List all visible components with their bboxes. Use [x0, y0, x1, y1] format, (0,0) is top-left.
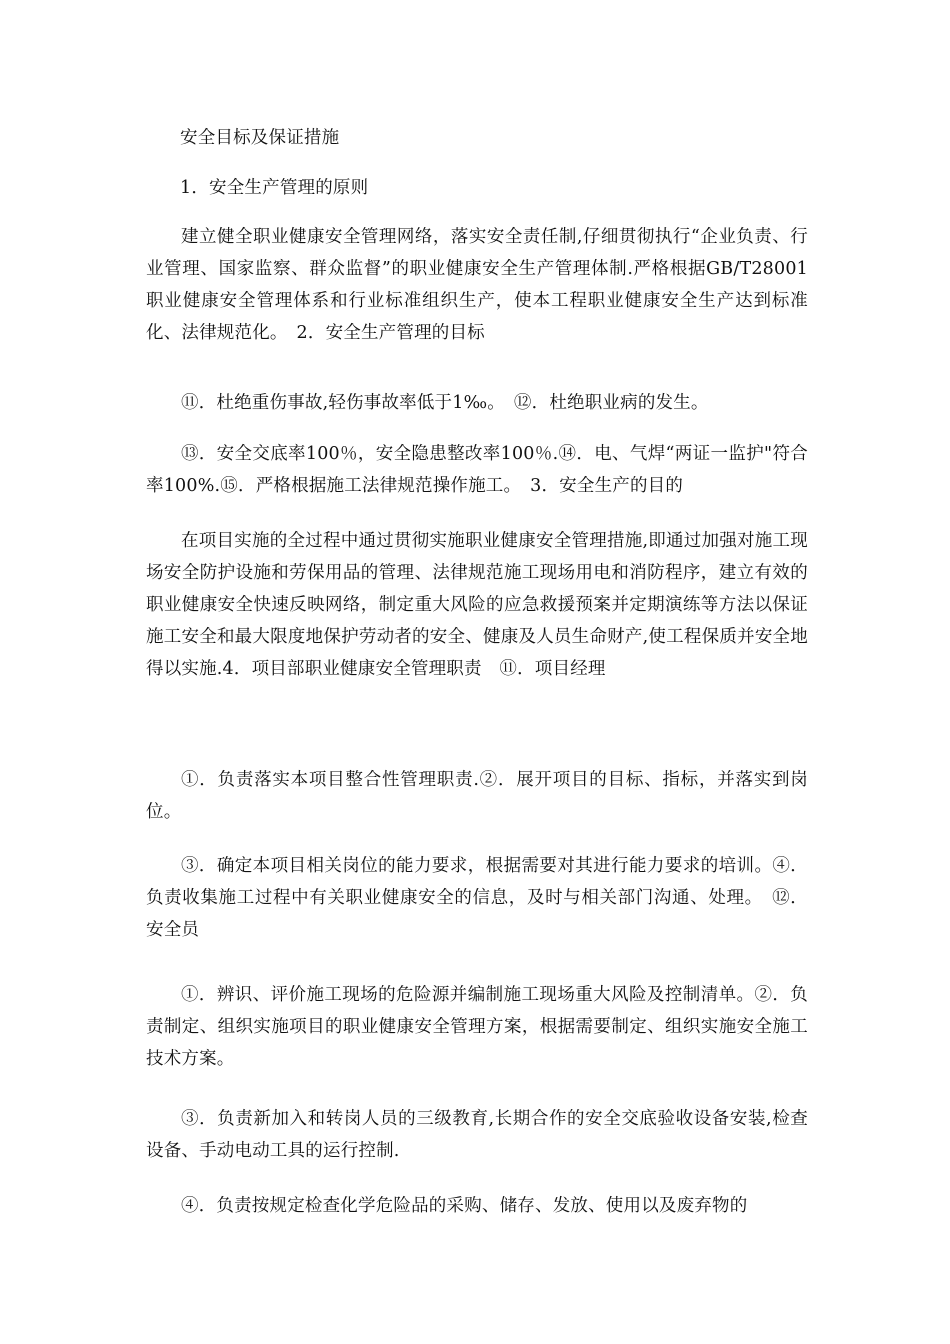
paragraph-safety-officer-duties-1: ①．辨识、评价施工现场的危险源并编制施工现场重大风险及控制清单。②．负责制定、组织实施项目的职业健康安全管理方案，根据需要制定、组织实施安全施工技术方案。 [146, 985, 808, 1069]
paragraph-principles: 建立健全职业健康安全管理网络，落实安全责任制,仔细贯彻执行“企业负责、行业管理、国家监察、群众监督”的职业健康安全生产管理体制.严格根据GB/T28001职业健康安全管理体系和行业标准组织生产，使本工程职业健康安全生产达到标准化、法律规范化。 2．安全生产管理的目标 [146, 227, 808, 343]
paragraph-purpose: 在项目实施的全过程中通过贯彻实施职业健康安全管理措施,即通过加强对施工现场安全防护设施和劳保用品的管理、法律规范施工现场用电和消防程序，建立有效的职业健康安全快速反映网络，制定重大风险的应急救援预案并定期演练等方法以保证施工安全和最大限度地保护劳动者的安全、健康及人员生命财产,使工程保质并安全地得以实施.4．项目部职业健康安全管理职责 ⑪．项目经理 [146, 531, 808, 679]
paragraph-safety-officer-duties-3: ④．负责按规定检查化学危险品的采购、储存、发放、使用以及废弃物的 [181, 1196, 748, 1216]
paragraph-goals-2: ⑬．安全交底率100％，安全隐患整改率100％.⑭．电、气焊“两证一监护"符合率100%.⑮．严格根据施工法律规范操作施工。 3．安全生产的目的 [146, 444, 808, 496]
section-heading-1: 1．安全生产管理的原则 [180, 178, 369, 198]
paragraph-goals-1: ⑪．杜绝重伤事故,轻伤事故率低于1‰。 ⑫．杜绝职业病的发生。 [181, 393, 709, 413]
document-title: 安全目标及保证措施 [180, 128, 340, 148]
paragraph-manager-duties-2: ③．确定本项目相关岗位的能力要求，根据需要对其进行能力要求的培训。④．负责收集施工过程中有关职业健康安全的信息，及时与相关部门沟通、处理。 ⑫．安全员 [146, 856, 808, 940]
paragraph-safety-officer-duties-2: ③．负责新加入和转岗人员的三级教育,长期合作的安全交底验收设备安装,检查设备、手动电动工具的运行控制. [146, 1109, 808, 1161]
paragraph-manager-duties-1: ①．负责落实本项目整合性管理职责.②．展开项目的目标、指标，并落实到岗位。 [146, 770, 808, 822]
